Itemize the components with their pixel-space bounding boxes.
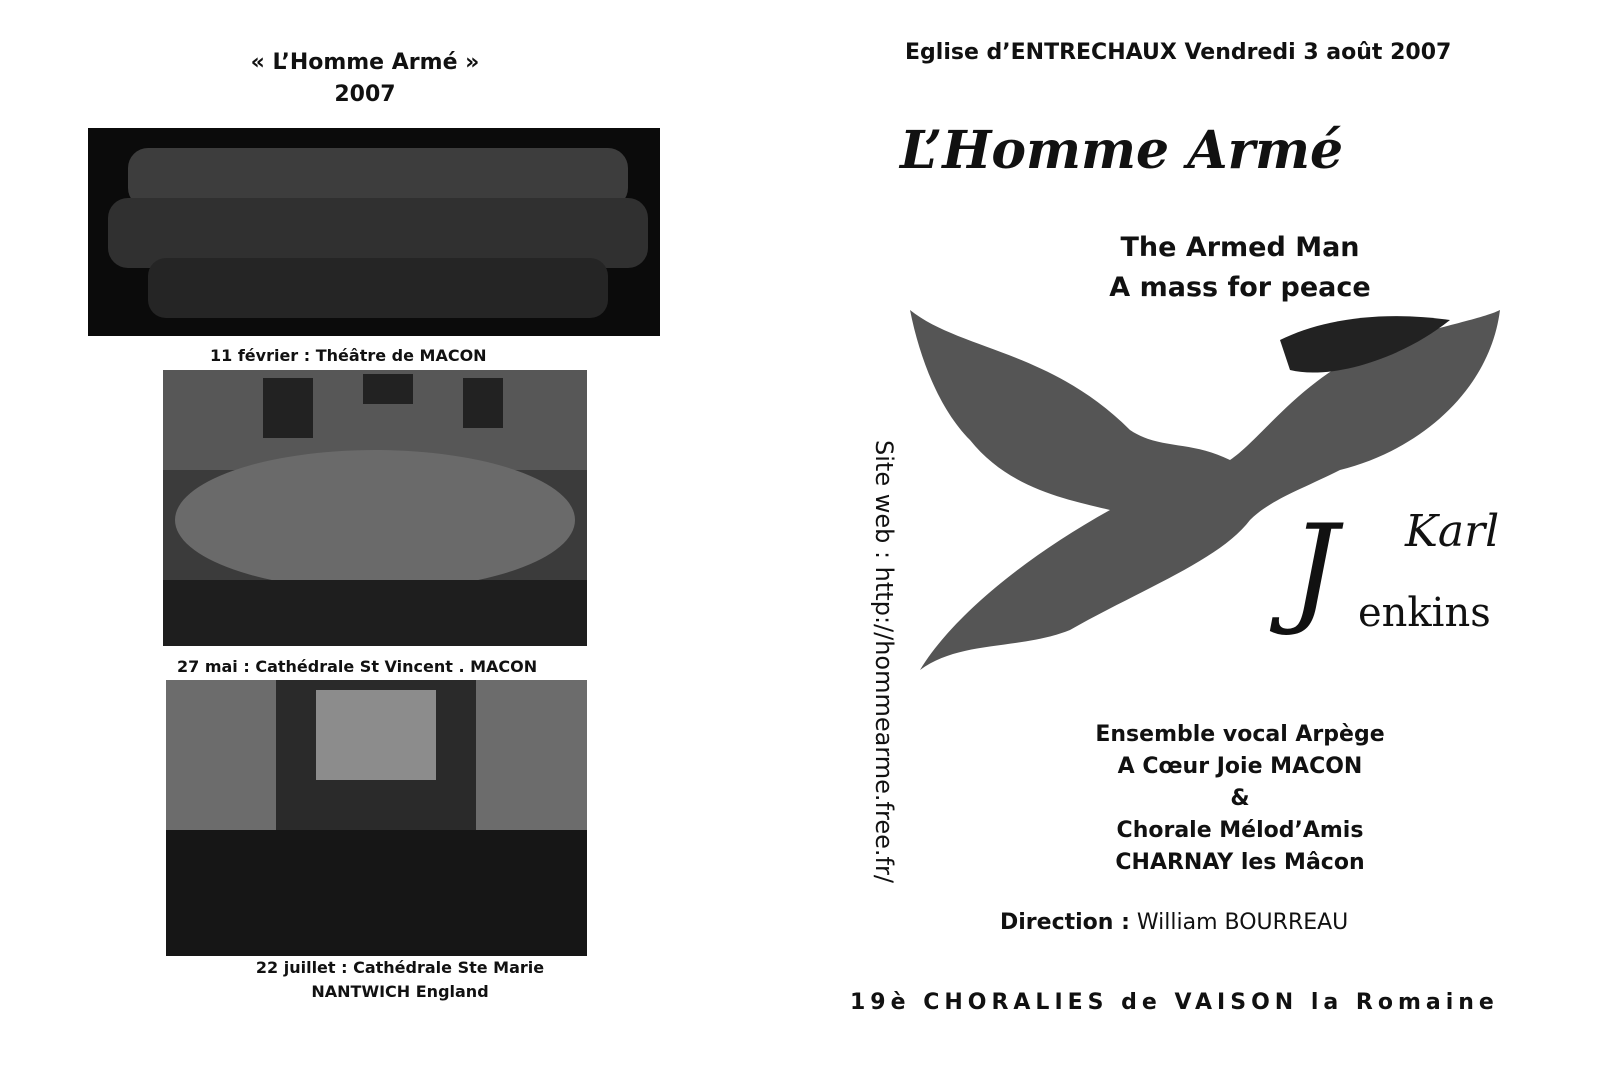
- main-title: L’Homme Armé: [900, 120, 1344, 181]
- choir-line-1: Ensemble vocal Arpège: [1095, 722, 1385, 747]
- choir-photo-1: [88, 128, 660, 336]
- photo-2-caption: 11 février : Théâtre de MACON: [210, 346, 487, 365]
- theatre-photo-image: [163, 370, 587, 646]
- choir-line-2: A Cœur Joie MACON: [1117, 754, 1363, 779]
- composer-initial: J: [1290, 500, 1339, 639]
- subtitle-line1: The Armed Man: [1120, 232, 1360, 263]
- composer-last-name: enkins: [1358, 590, 1491, 636]
- subtitle-line2: A mass for peace: [1109, 272, 1371, 303]
- direction-name: William BOURREAU: [1136, 910, 1349, 935]
- direction-label: Direction :: [1000, 910, 1130, 935]
- choir-line-4: Chorale Mélod’Amis: [1116, 818, 1364, 843]
- photo-3-caption: 27 mai : Cathédrale St Vincent . MACON: [177, 657, 538, 676]
- photo-4-caption-line2: NANTWICH England: [311, 982, 489, 1001]
- cathedral-photo: [166, 680, 587, 956]
- left-title-line1: « L’Homme Armé »: [250, 50, 480, 75]
- theatre-photo: [163, 370, 587, 646]
- left-title-line2: 2007: [334, 82, 396, 107]
- composer-first-name: Karl: [1405, 506, 1500, 557]
- cathedral-photo-image: [166, 680, 587, 956]
- choir-photo-1-image: [88, 128, 660, 336]
- direction: [1000, 910, 1348, 935]
- venue-date: Eglise d’ENTRECHAUX Vendredi 3 août 2007: [905, 40, 1452, 65]
- website-url[interactable]: Site web : http://hommearme.free.fr/: [870, 440, 898, 883]
- festival-name: 19è CHORALIES de VAISON la Romaine: [850, 990, 1499, 1015]
- choir-line-5: CHARNAY les Mâcon: [1115, 850, 1365, 875]
- photo-4-caption-line1: 22 juillet : Cathédrale Ste Marie: [255, 958, 545, 977]
- choir-line-3: &: [1230, 786, 1250, 811]
